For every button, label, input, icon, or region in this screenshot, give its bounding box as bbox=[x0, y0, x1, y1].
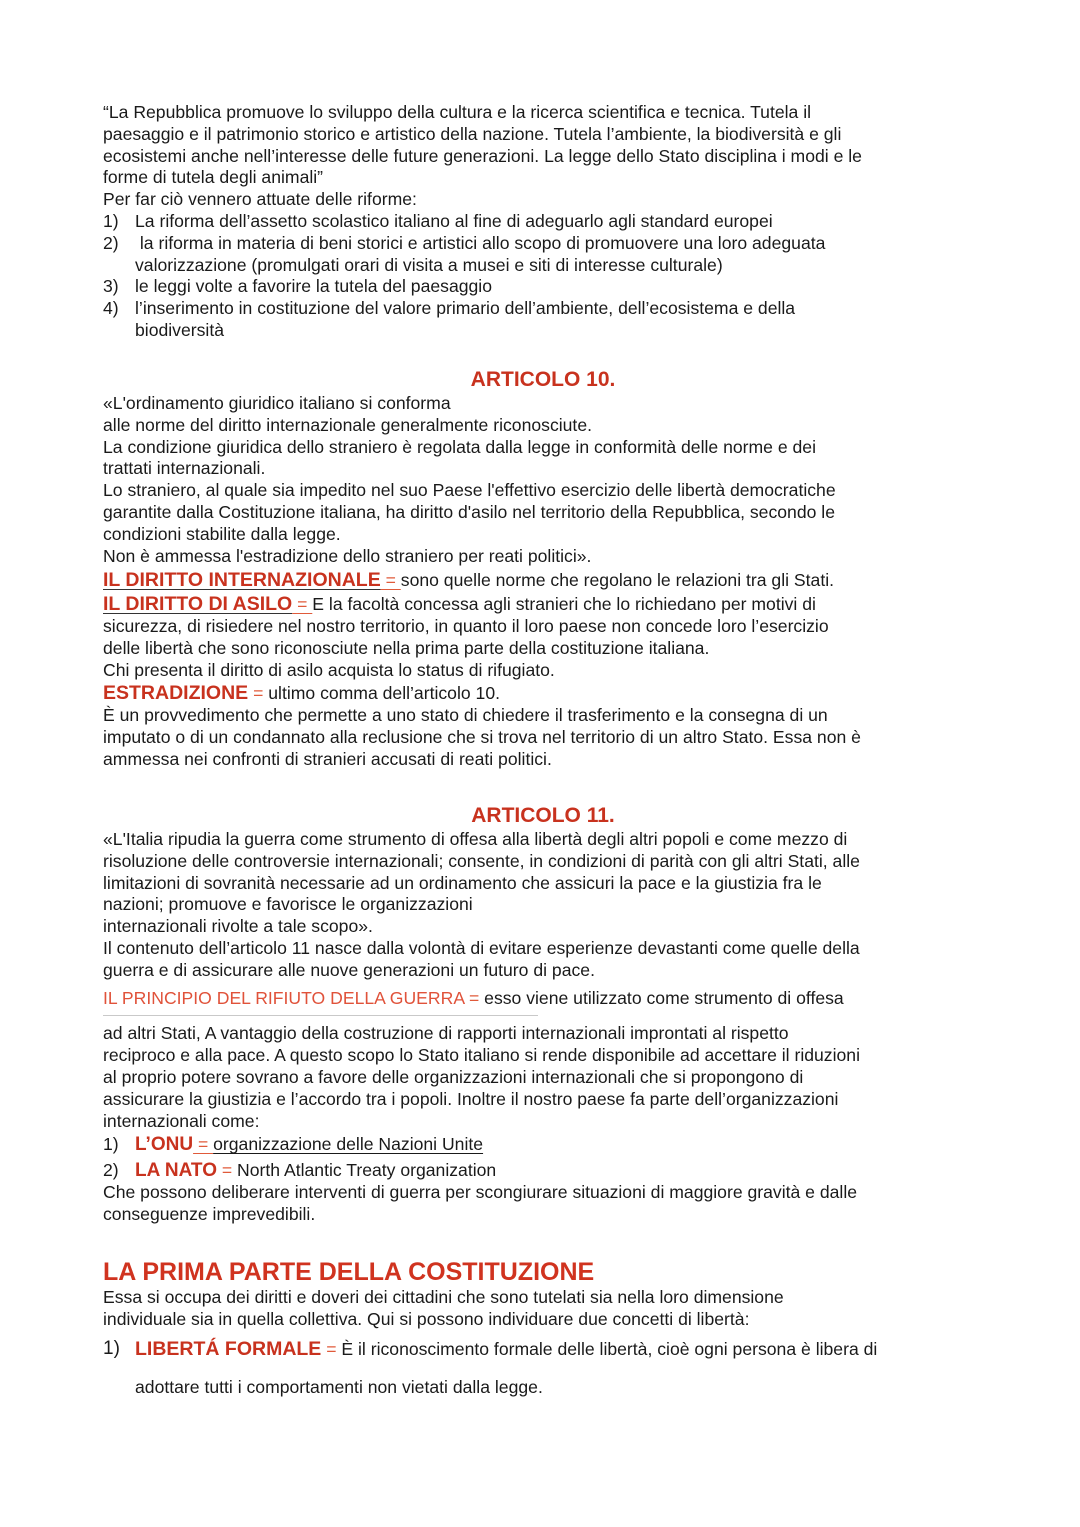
article-text-line: nazioni; promuove e favorisce le organizzazioni bbox=[103, 894, 473, 915]
reforms-list bbox=[103, 211, 983, 342]
definition-text-line: ammessa nei confronti di stranieri accusati di reati politici. bbox=[103, 748, 552, 769]
article-text-line: condizioni stabilite dalla legge. bbox=[103, 523, 341, 544]
quote-line: forme di tutela degli animali” bbox=[103, 167, 324, 188]
definition-term: IL PRINCIPIO DEL RIFIUTO DELLA GUERRA bbox=[103, 987, 465, 1008]
list-item: 2) LA NATO = North Atlantic Treaty organization bbox=[103, 1160, 497, 1182]
principle-text-line: al proprio potere sovrano a favore delle organizzazioni internazionali che si propongono di bbox=[103, 1066, 804, 1087]
article-text-line: garantite dalla Costituzione italiana, ha diritto d'asilo nel territorio della Repubblica, secondo le bbox=[103, 501, 835, 522]
principle-text-line: internazionali come: bbox=[103, 1110, 260, 1131]
principle-definition: IL PRINCIPIO DEL RIFIUTO DELLA GUERRA = esso viene utilizzato come strumento di offesa bbox=[103, 987, 844, 1008]
list-item: 4) l’inserimento in costituzione del valore primario dell’ambiente, dell’ecosistema e della biodiversità bbox=[103, 298, 796, 340]
article-text-line: risoluzione delle controversie internazionali; consente, in condizioni di parità con gli altri Stati, alle bbox=[103, 850, 860, 871]
principle-text-line: assicurare la giustizia e l’accordo tra i popoli. Inoltre il nostro paese fa parte dell’organizzazioni bbox=[103, 1088, 839, 1109]
list-item: 2) la riforma in materia di beni storici e artistici allo scopo di promuovere una loro adeguata valorizzazione (promulgati orari di visita a musei e siti di interesse culturale) bbox=[103, 232, 826, 275]
principle-text-line: reciproco e alla pace. A questo scopo lo Stato italiano si rende disponibile ad accettare il riduzioni bbox=[103, 1045, 860, 1066]
definition-extradition: ESTRADIZIONE = ultimo comma dell’articolo 10. bbox=[103, 682, 500, 705]
organizations-list bbox=[103, 1134, 983, 1182]
section-text-line: Essa si occupa dei diritti e doveri dei cittadini che sono tutelati sia nella loro dimensione bbox=[103, 1287, 784, 1307]
intro-lead: Per far ciò vennero attuate delle riforme: bbox=[103, 189, 417, 210]
principle-text-line: ad altri Stati, A vantaggio della costruzione di rapporti internazionali improntati al rispetto bbox=[103, 1023, 789, 1044]
first-part-section bbox=[103, 1257, 983, 1399]
formal-freedom-item: 1) LIBERTÁ FORMALE = È il riconoscimento formale delle libertà, cioè ogni persona è libera di adottare tutti i comportamenti non vietati dalla legge. bbox=[103, 1337, 983, 1399]
definition-text-line: È un provvedimento che permette a uno stato di chiedere il trasferimento e la consegna di un bbox=[103, 705, 828, 726]
list-item: 1) La riforma dell’assetto scolastico italiano al fine di adeguarlo agli standard europei bbox=[103, 210, 773, 231]
article-text-line: limitazioni di sovranità necessarie ad un ordinamento che assicuri la pace e la giustizia fra le bbox=[103, 872, 822, 893]
article-text-line: trattati internazionali. bbox=[103, 458, 266, 479]
definition-asylum: IL DIRITTO DI ASILO = E la facoltà concessa agli stranieri che lo richiedano per motivi di bbox=[103, 593, 816, 616]
intro-section bbox=[103, 102, 983, 342]
article-text-line: guerra e di assicurare alle nuove generazioni un futuro di pace. bbox=[103, 959, 595, 980]
quote-line: paesaggio e il patrimonio storico e artistico della nazione. Tutela l’ambiente, la biodiversità e gli bbox=[103, 123, 842, 144]
section-text-line: individuale sia in quella collettiva. Qui si possono individuare due concetti di libertà: bbox=[103, 1308, 750, 1329]
article-text-line: Lo straniero, al quale sia impedito nel suo Paese l'effettivo esercizio delle libertà democratiche bbox=[103, 480, 836, 501]
article-text-line: La condizione giuridica dello straniero è regolata dalla legge in conformità delle norme e dei bbox=[103, 436, 816, 457]
article-11-heading: ARTICOLO 11. bbox=[471, 804, 615, 827]
definition-international-law: IL DIRITTO INTERNAZIONALE = sono quelle norme che regolano le relazioni tra gli Stati. bbox=[103, 569, 835, 592]
definition-term: IL DIRITTO INTERNAZIONALE bbox=[103, 569, 381, 592]
list-item: 3) le leggi volte a favorire la tutela del paesaggio bbox=[103, 276, 492, 297]
definition-text-line: adottare tutti i comportamenti non vietati dalla legge. bbox=[135, 1376, 543, 1397]
article-text-line: Il contenuto dell’articolo 11 nasce dalla volontà di evitare esperienze devastanti come quelle della bbox=[103, 937, 860, 958]
definition-text-line: imputato o di un condannato alla reclusione che si trova nel territorio di un altro Stato. Essa non è bbox=[103, 726, 861, 747]
article-text-line: internazionali rivolte a tale scopo». bbox=[103, 916, 373, 937]
article-11-section bbox=[103, 803, 983, 1226]
definition-term: ESTRADIZIONE bbox=[103, 682, 249, 705]
list-item: 1) L’ONU = organizzazione delle Nazioni Unite bbox=[103, 1134, 484, 1156]
definition-term: IL DIRITTO DI ASILO bbox=[103, 593, 293, 616]
section-title: LA PRIMA PARTE DELLA COSTITUZIONE bbox=[103, 1258, 595, 1286]
article-text-line: «L'Italia ripudia la guerra come strumento di offesa alla libertà degli altri popoli e come mezzo di bbox=[103, 829, 848, 849]
article-text-line: «L'ordinamento giuridico italiano si conforma bbox=[103, 393, 451, 413]
definition-text-line: Chi presenta il diritto di asilo acquista lo status di rifugiato. bbox=[103, 659, 555, 680]
quote-line: ecosistemi anche nell’interesse delle future generazioni. La legge dello Stato disciplina i modi e le bbox=[103, 145, 862, 166]
article-text-line: Non è ammessa l'estradizione dello straniero per reati politici». bbox=[103, 545, 592, 566]
article-10-heading: ARTICOLO 10. bbox=[470, 368, 616, 391]
closing-line: Che possono deliberare interventi di guerra per scongiurare situazioni di maggiore gravità e dalle bbox=[103, 1181, 858, 1202]
quote-line: “La Repubblica promuove lo sviluppo della cultura e la ricerca scientifica e tecnica. Tutela il bbox=[103, 102, 812, 122]
definition-text-line: sicurezza, di risiedere nel nostro territorio, in quanto il loro paese non concede loro l’esercizio bbox=[103, 615, 829, 636]
closing-line: conseguenze imprevedibili. bbox=[103, 1203, 316, 1224]
article-10-section bbox=[103, 367, 983, 771]
article-text-line: alle norme del diritto internazionale generalmente riconosciute. bbox=[103, 414, 592, 435]
divider bbox=[103, 1015, 538, 1016]
definition-text-line: delle libertà che sono riconosciute nella prima parte della costituzione italiana. bbox=[103, 637, 710, 658]
definition-term: LIBERTÁ FORMALE bbox=[135, 1337, 322, 1360]
